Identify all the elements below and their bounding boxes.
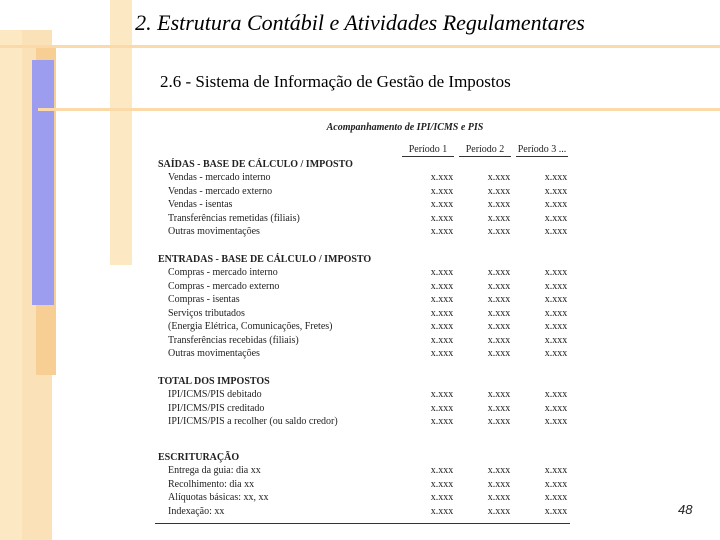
row-value: x.xxx <box>430 389 454 400</box>
row-value: x.xxx <box>430 294 454 305</box>
row-value: x.xxx <box>487 416 511 427</box>
row-label: Outras movimentações <box>168 226 260 237</box>
row-value: x.xxx <box>544 226 568 237</box>
row-value: x.xxx <box>430 172 454 183</box>
row-value: x.xxx <box>487 226 511 237</box>
row-label: Transferências remetidas (filiais) <box>168 212 300 224</box>
period-header: Período 2 <box>459 144 511 157</box>
row-label: Indexação: xx <box>168 505 225 517</box>
row-value: x.xxx <box>430 307 454 319</box>
row-value: x.xxx <box>544 402 568 414</box>
row-label: Entrega da guia: dia xx <box>168 465 261 476</box>
row-value: x.xxx <box>544 321 568 332</box>
row-label: Vendas - isentas <box>168 199 233 210</box>
row-value: x.xxx <box>544 172 568 183</box>
row-value: x.xxx <box>487 172 511 183</box>
row-value: x.xxx <box>430 185 454 197</box>
row-label: IPI/ICMS/PIS debitado <box>168 389 262 400</box>
row-value: x.xxx <box>430 334 454 346</box>
decor-bar-accent <box>32 60 54 305</box>
table-row <box>158 505 578 519</box>
row-label: Vendas - mercado interno <box>168 172 271 183</box>
row-label: Compras - mercado externo <box>168 280 280 292</box>
table-row <box>158 491 578 505</box>
row-label: Transferências recebidas (filiais) <box>168 334 299 346</box>
row-value: x.xxx <box>430 492 454 503</box>
decor-line <box>38 108 720 111</box>
row-label: Alíquotas básicas: xx, xx <box>168 492 269 503</box>
row-value: x.xxx <box>487 492 511 503</box>
section-escrituracao <box>158 451 578 518</box>
row-value: x.xxx <box>544 478 568 490</box>
section-title: SAÍDAS - BASE DE CÁLCULO / IMPOSTO <box>158 159 353 170</box>
row-value: x.xxx <box>544 267 568 278</box>
row-value: x.xxx <box>430 280 454 292</box>
period-header: Período 3 ... <box>517 144 567 155</box>
section-total-impostos <box>158 375 578 429</box>
row-label: Serviços tributados <box>168 307 245 319</box>
row-value: x.xxx <box>487 307 511 319</box>
table-row <box>158 212 578 226</box>
row-value: x.xxx <box>544 212 568 224</box>
decor-line <box>0 45 720 48</box>
row-value: x.xxx <box>430 465 454 476</box>
table-row <box>158 225 578 239</box>
section-title: ESCRITURAÇÃO <box>158 452 240 463</box>
table-row <box>158 320 578 334</box>
table-row <box>158 334 578 348</box>
table-row <box>158 402 578 416</box>
table-row <box>158 280 578 294</box>
table-row <box>158 388 578 402</box>
row-label: IPI/ICMS/PIS creditado <box>168 402 265 414</box>
row-value: x.xxx <box>544 199 568 210</box>
row-value: x.xxx <box>544 294 568 305</box>
row-value: x.xxx <box>544 185 568 197</box>
section-title: TOTAL DOS IMPOSTOS <box>158 376 270 387</box>
row-label: Compras - isentas <box>168 294 240 305</box>
row-value: x.xxx <box>544 416 568 427</box>
row-value: x.xxx <box>544 334 568 346</box>
row-value: x.xxx <box>487 478 511 490</box>
table-row <box>158 347 578 361</box>
slide-subtitle: 2.6 - Sistema de Informação de Gestão de Impostos <box>160 72 511 91</box>
page-number: 48 <box>678 502 693 517</box>
table-row <box>158 307 578 321</box>
tax-report-document <box>150 122 580 517</box>
row-value: x.xxx <box>487 505 511 517</box>
row-value: x.xxx <box>487 334 511 346</box>
row-value: x.xxx <box>430 267 454 278</box>
row-label: Compras - mercado interno <box>168 267 278 278</box>
row-label: Vendas - mercado externo <box>168 185 273 197</box>
row-label: Recolhimento: dia xx <box>168 478 255 490</box>
row-value: x.xxx <box>430 226 454 237</box>
row-value: x.xxx <box>544 465 568 476</box>
row-value: x.xxx <box>544 307 568 319</box>
decor-bar <box>0 30 22 540</box>
row-value: x.xxx <box>430 416 454 427</box>
row-value: x.xxx <box>487 185 511 197</box>
row-value: x.xxx <box>430 478 454 490</box>
row-label: IPI/ICMS/PIS a recolher (ou saldo credor) <box>168 416 338 427</box>
table-row <box>158 171 578 185</box>
row-value: x.xxx <box>487 280 511 292</box>
table-row <box>158 464 578 478</box>
table-row <box>158 415 578 429</box>
row-label: (Energia Elétrica, Comunicações, Fretes) <box>168 321 333 332</box>
row-value: x.xxx <box>430 348 454 359</box>
row-value: x.xxx <box>430 199 454 210</box>
row-label: Outras movimentações <box>168 348 260 359</box>
row-value: x.xxx <box>487 212 511 224</box>
period-header: Período 1 <box>402 144 454 157</box>
section-title: ENTRADAS - BASE DE CÁLCULO / IMPOSTO <box>158 254 372 265</box>
table-row <box>158 198 578 212</box>
row-value: x.xxx <box>430 321 454 332</box>
decor-bar <box>110 0 132 265</box>
row-value: x.xxx <box>487 389 511 400</box>
row-value: x.xxx <box>487 465 511 476</box>
row-value: x.xxx <box>544 505 568 517</box>
row-value: x.xxx <box>487 402 511 414</box>
table-row <box>158 266 578 280</box>
table-row <box>158 293 578 307</box>
section-entradas <box>158 253 578 361</box>
row-value: x.xxx <box>544 280 568 292</box>
row-value: x.xxx <box>487 199 511 210</box>
table-row <box>158 185 578 199</box>
row-value: x.xxx <box>544 492 568 503</box>
row-value: x.xxx <box>487 348 511 359</box>
bottom-rule <box>155 523 570 524</box>
slide-title: 2. Estrutura Contábil e Atividades Regulamentares <box>135 10 585 35</box>
row-value: x.xxx <box>430 212 454 224</box>
row-value: x.xxx <box>544 348 568 359</box>
row-value: x.xxx <box>487 267 511 278</box>
row-value: x.xxx <box>487 294 511 305</box>
row-value: x.xxx <box>430 402 454 414</box>
section-saidas <box>158 158 578 239</box>
table-row <box>158 478 578 492</box>
report-heading: Acompanhamento de IPI/ICMS e PIS <box>326 122 484 133</box>
row-value: x.xxx <box>544 389 568 400</box>
row-value: x.xxx <box>430 505 454 517</box>
row-value: x.xxx <box>487 321 511 332</box>
